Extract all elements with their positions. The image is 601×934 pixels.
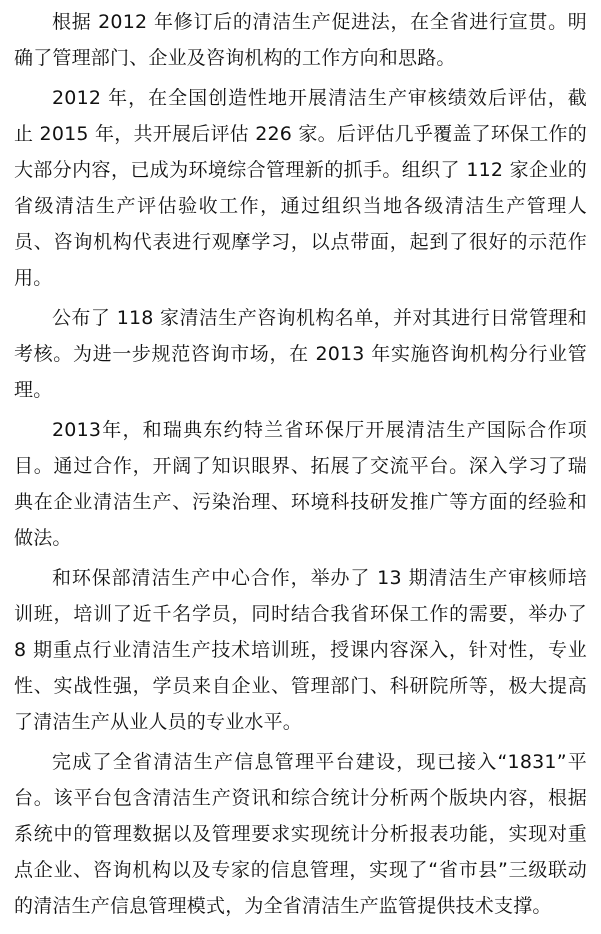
- paragraph-4: 2013年，和瑞典东约特兰省环保厅开展清洁生产国际合作项目。通过合作，开阔了知识眼界、拓展了交流平台。深入学习了瑞典在企业清洁生产、污染治理、环境科技研发推广等方面的经验和做法。: [14, 419, 587, 549]
- paragraph-3: 公布了 118 家清洁生产咨询机构名单，并对其进行日常管理和考核。为进一步规范咨询市场，在 2013 年实施咨询机构分行业管理。: [14, 307, 587, 401]
- paragraph-2: 2012 年，在全国创造性地开展清洁生产审核绩效后评估，截止 2015 年，共开展后评估 226 家。后评估几乎覆盖了环保工作的大部分内容，已成为环境综合管理新的抓手。组织了 112 家企业的省级清洁生产评估验收工作，通过组织当地各级清洁生产管理人员、咨询机构代表进行观摩学习，以点带面，起到了很好的示范作用。: [14, 87, 587, 289]
- paragraph-6: 完成了全省清洁生产信息管理平台建设，现已接入“1831”平台。该平台包含清洁生产资讯和综合统计分析两个版块内容，根据系统中的管理数据以及管理要求实现统计分析报表功能，实现对重点企业、咨询机构以及专家的信息管理，实现了“省市县”三级联动的清洁生产信息管理模式，为全省清洁生产监管提供技术支撑。: [14, 751, 587, 917]
- paragraph-5: 和环保部清洁生产中心合作，举办了 13 期清洁生产审核师培训班，培训了近千名学员，同时结合我省环保工作的需要，举办了 8 期重点行业清洁生产技术培训班，授课内容深入，针对性，专业性、实战性强，学员来自企业、管理部门、科研院所等，极大提高了清洁生产从业人员的专业水平。: [14, 567, 587, 733]
- paragraph-1: 根据 2012 年修订后的清洁生产促进法，在全省进行宣贯。明确了管理部门、企业及咨询机构的工作方向和思路。: [14, 11, 587, 69]
